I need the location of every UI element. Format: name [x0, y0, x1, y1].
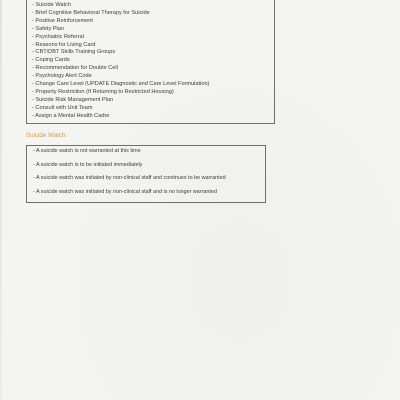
intervention-item: - Suicide Watch: [32, 2, 71, 8]
interventions-list: [27, 0, 274, 121]
intervention-item: - Property Restriction (If Returning to Restricted Housing): [32, 88, 174, 95]
intervention-item: - Suicide Risk Management Plan: [32, 96, 114, 103]
intervention-item: - Positive Reinforcement: [32, 17, 93, 24]
intervention-item: - Coping Cards: [32, 57, 70, 64]
intervention-item: - Reasons for Living Card: [32, 41, 96, 48]
suicide-watch-heading: Suicide Watch:: [26, 132, 68, 139]
intervention-item: - Consult with Unit Team: [32, 104, 93, 111]
suicide-watch-option: - A suicide watch is not warranted at this time: [33, 148, 141, 154]
intervention-item: - CBT/DBT Skills Training Groups: [32, 49, 116, 56]
suicide-watch-box: [26, 145, 266, 203]
suicide-watch-option: - A suicide watch was initiated by non-clinical staff and continues to be warranted: [33, 175, 226, 181]
intervention-item: - Brief Cognitive Behavioral Therapy for Suicide: [32, 9, 150, 16]
intervention-item: - Assign a Mental Health Cadre: [32, 112, 110, 119]
suicide-watch-option: - A suicide watch is to be initiated immediately: [33, 161, 143, 168]
intervention-item: - Change Care Level (UPDATE Diagnostic and Care Level Formulation): [32, 81, 210, 88]
intervention-item: - Safety Plan: [32, 25, 65, 32]
scan-edge: [0, 0, 2, 400]
interventions-box: [26, 0, 275, 124]
intervention-item: - Recommendation for Double Cell: [32, 65, 118, 72]
suicide-watch-list: [27, 146, 265, 195]
intervention-item: - Psychology Alert Code: [32, 73, 92, 80]
suicide-watch-option: - A suicide watch was initiated by non-clinical staff and is no longer warranted: [33, 188, 217, 195]
intervention-item: - Psychiatric Referral: [32, 33, 84, 40]
